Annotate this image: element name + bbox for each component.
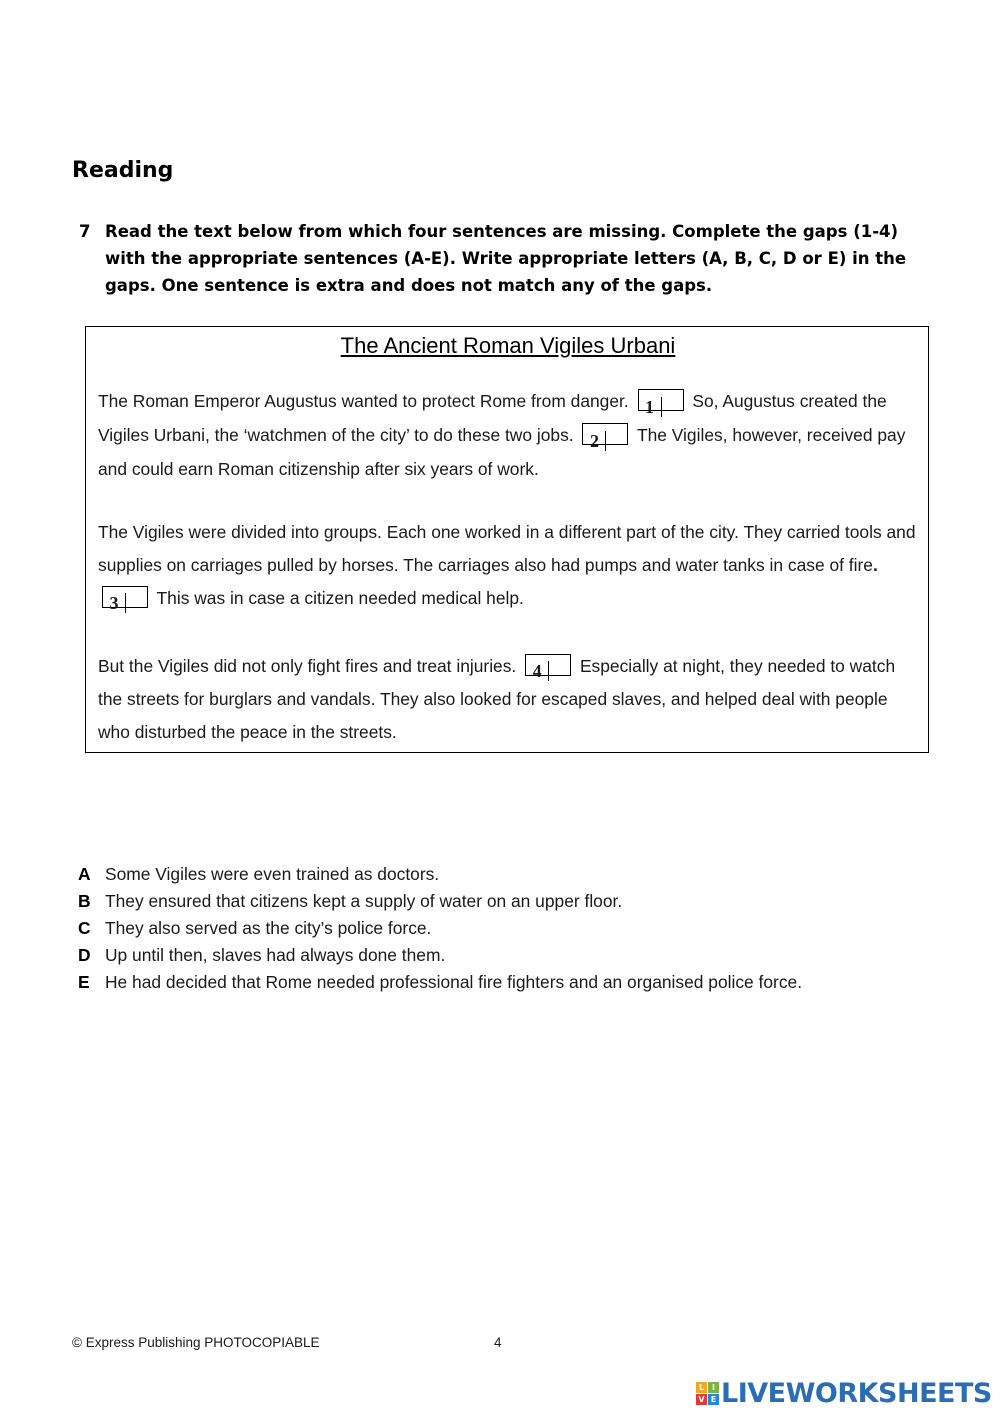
gap-number: 2 — [583, 431, 606, 451]
gap-3-answer-box[interactable] — [102, 586, 148, 614]
liveworksheets-logo[interactable] — [696, 1376, 992, 1410]
option-item — [78, 888, 802, 915]
option-item — [78, 861, 802, 888]
task-instruction — [79, 218, 924, 299]
option-letter: B — [78, 891, 91, 911]
article-title: The Ancient Roman Vigiles Urbani — [340, 333, 676, 358]
paragraph-text: But the Vigiles did not only fight fires and treat injuries. — [98, 656, 517, 676]
option-text: He had decided that Rome needed professional fire fighters and an organised police force. — [105, 972, 803, 992]
gap-number: 4 — [526, 661, 549, 681]
instruction-text: Read the text below from which four sentences are missing. Complete the gaps (1-4) with the appropriate sentences (A-E). Write appropriate letters (A, B, C, D or E) in the gaps. One sentence is extra and does not match any of the gaps. — [105, 222, 907, 295]
paragraph-text: The Roman Emperor Augustus wanted to protect Rome from danger. — [98, 391, 629, 411]
option-text: Up until then, slaves had always done them. — [105, 945, 446, 965]
option-letter: D — [78, 945, 91, 965]
logo-mark-letter: I — [708, 1382, 719, 1393]
option-letter: E — [78, 972, 90, 992]
paragraph-1 — [98, 384, 918, 486]
task-number: 7 — [79, 222, 91, 241]
option-letter: C — [78, 918, 91, 938]
gap-4-answer-box[interactable] — [525, 654, 571, 682]
gap-number: 3 — [103, 593, 126, 613]
logo-mark-letter: E — [708, 1394, 719, 1405]
option-text: They ensured that citizens kept a supply of water on an upper floor. — [105, 891, 623, 911]
paragraph-text: Especially at night, they needed to watch the streets for burglars and vandals. They also looked for escaped slaves, and helped deal with people who disturbed the peace in the streets. — [98, 656, 896, 742]
option-item — [78, 915, 802, 942]
logo-mark-letter: L — [696, 1382, 707, 1393]
option-text: Some Vigiles were even trained as doctors. — [105, 864, 440, 884]
option-letter: A — [78, 864, 91, 884]
paragraph-text: The Vigiles, however, received pay and could earn Roman citizenship after six years of work. — [98, 425, 906, 479]
section-title: Reading — [72, 158, 174, 183]
liveworksheets-logo-icon — [696, 1382, 719, 1405]
paragraph-text: So, Augustus created the Vigiles Urbani, the ‘watchmen of the city’ to do these two jobs. — [98, 391, 887, 445]
paragraph-text: This was in case a citizen needed medical help. — [156, 588, 524, 608]
logo-text: LIVEWORKSHEETS — [721, 1377, 992, 1409]
option-text: They also served as the city’s police force. — [105, 918, 432, 938]
option-item — [78, 942, 802, 969]
page-number: 4 — [494, 1335, 502, 1350]
answer-options-list — [78, 861, 802, 996]
copyright-footer: © Express Publishing PHOTOCOPIABLE — [72, 1335, 320, 1350]
paragraph-2 — [98, 516, 918, 615]
paragraph-text: The Vigiles were divided into groups. Each one worked in a different part of the city. They carried tools and supplies on carriages pulled by horses. The carriages also had pumps and water tanks in case of fire — [98, 522, 916, 575]
option-item — [78, 969, 802, 996]
gap-1-answer-box[interactable] — [638, 389, 684, 418]
logo-mark-letter: V — [696, 1394, 707, 1405]
period: . — [872, 555, 878, 575]
gap-number: 1 — [639, 397, 662, 417]
paragraph-3 — [98, 650, 918, 749]
gap-2-answer-box[interactable] — [582, 423, 628, 452]
